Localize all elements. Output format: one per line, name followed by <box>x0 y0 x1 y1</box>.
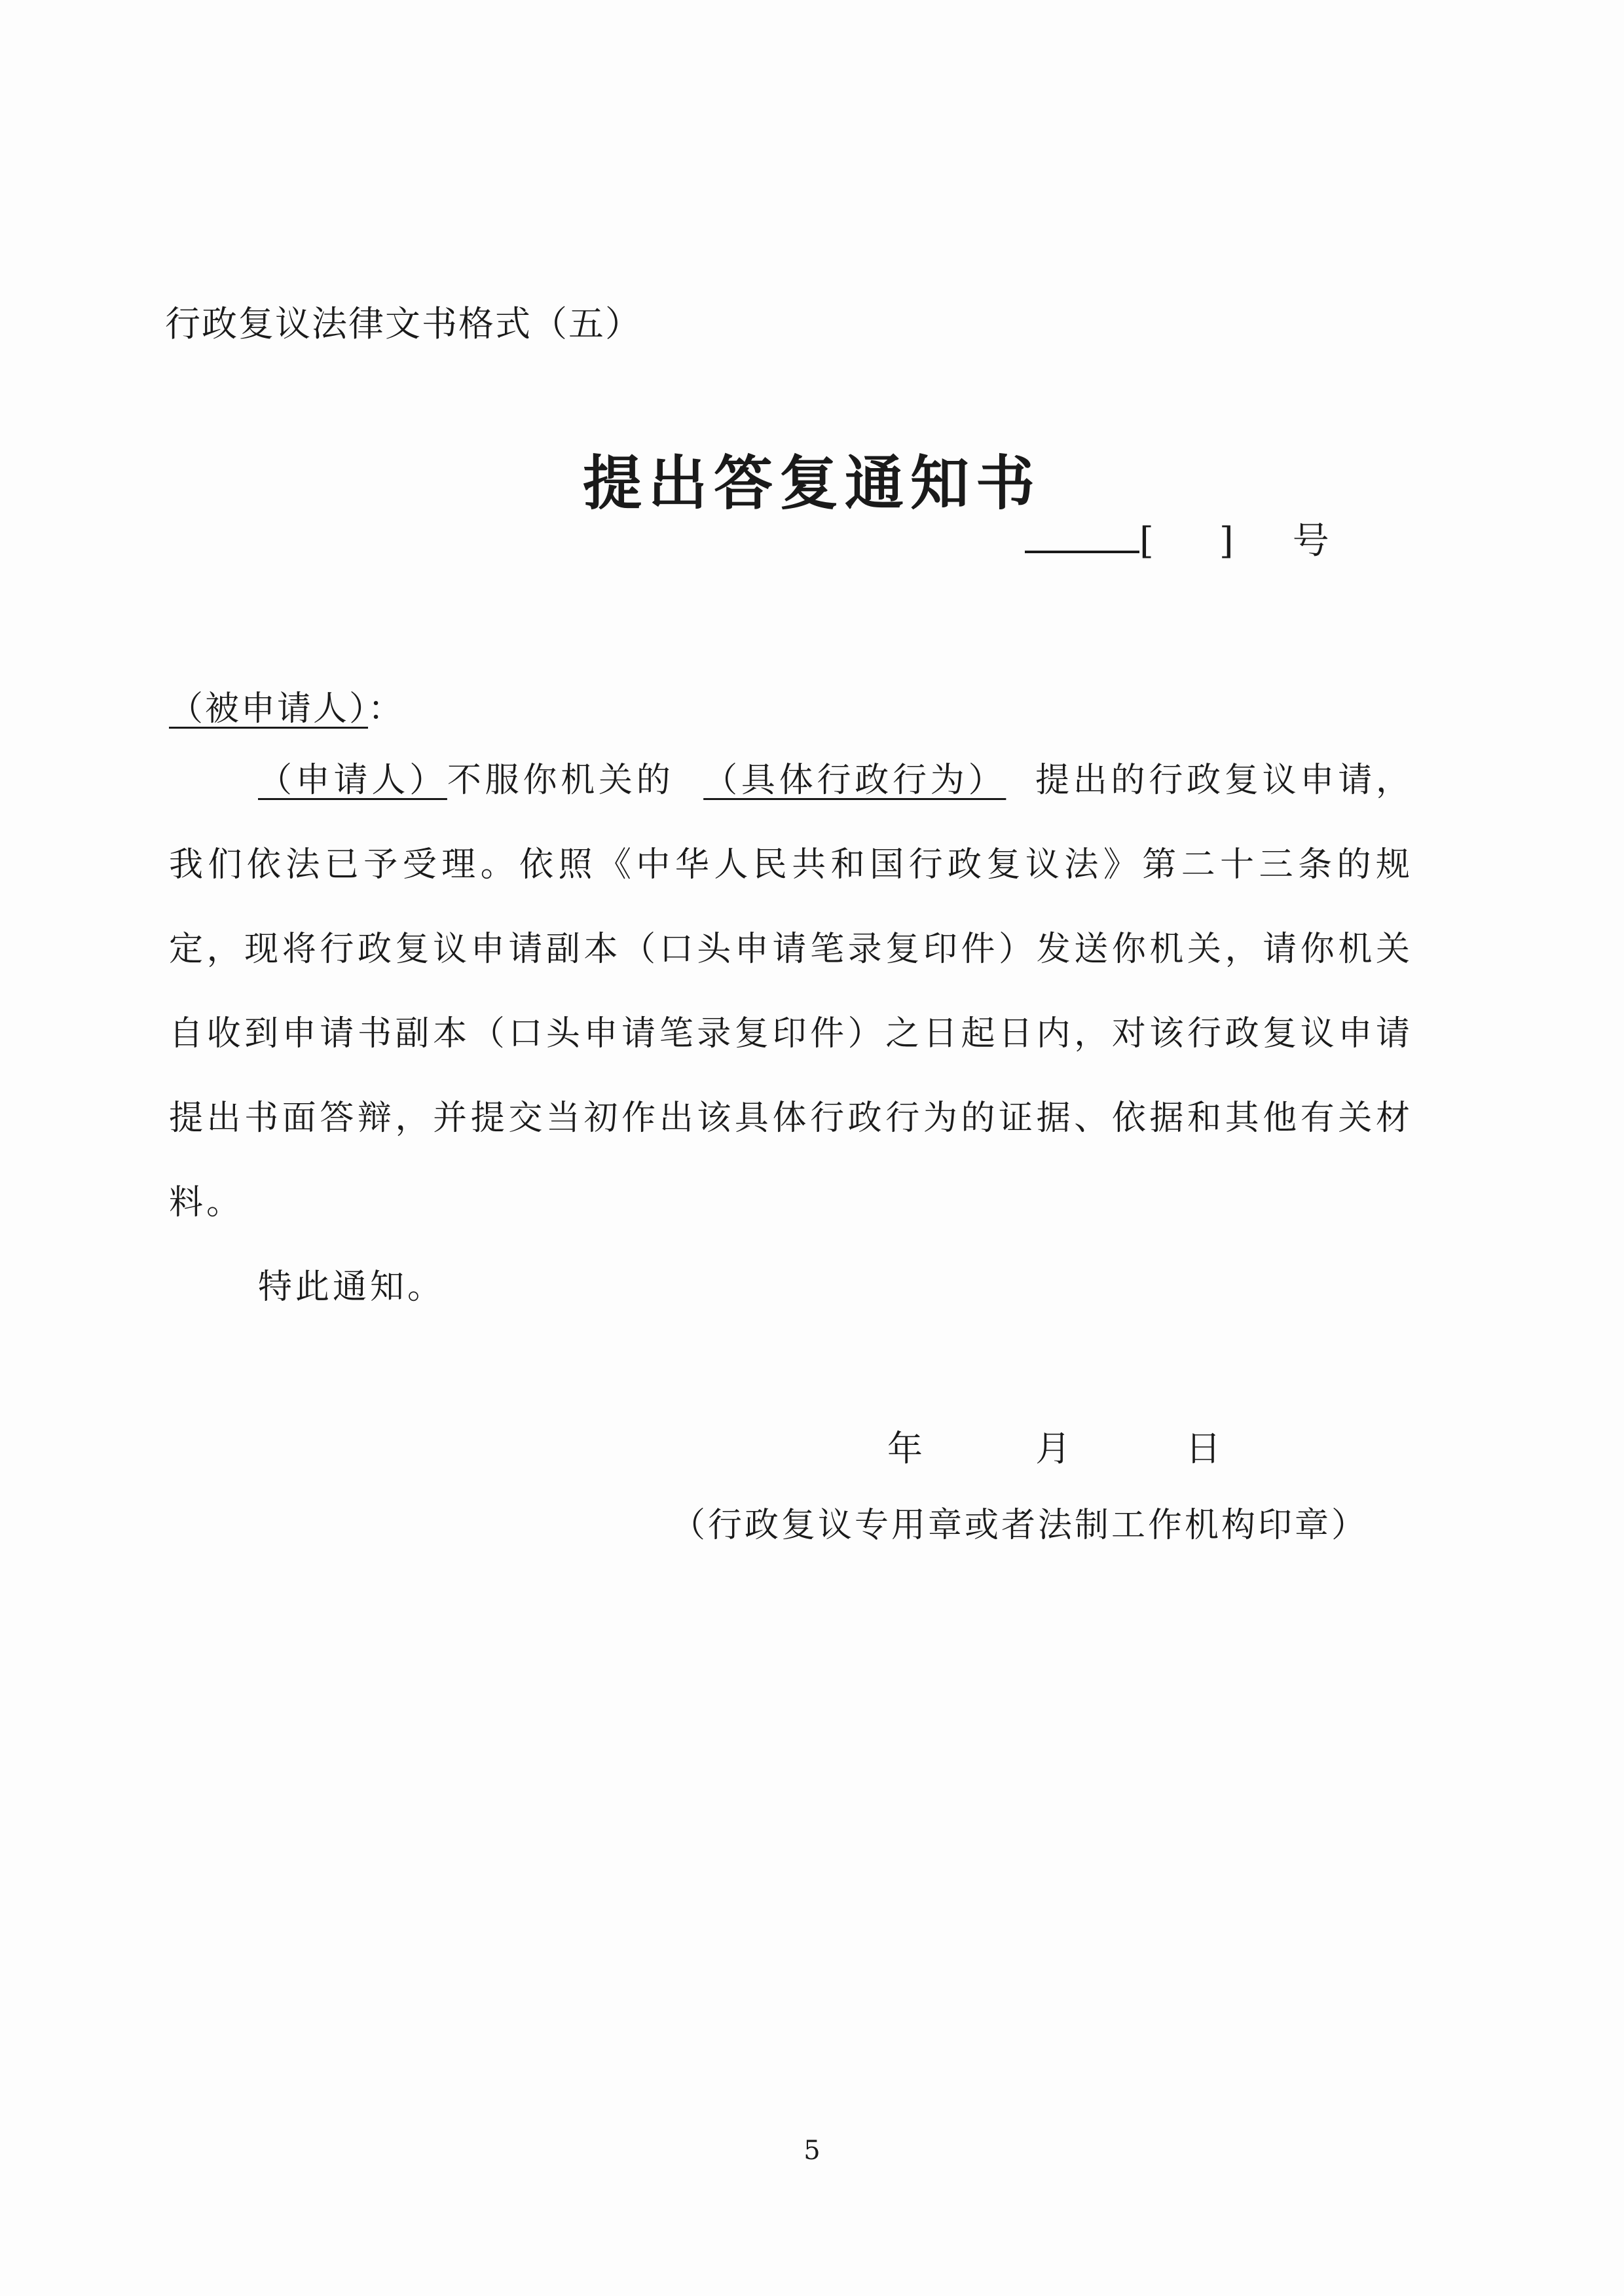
addressee-colon: ： <box>368 689 405 729</box>
document-number-blank <box>1025 518 1139 553</box>
date-day: 日 <box>1185 1428 1221 1469</box>
addressee-line <box>169 681 404 730</box>
page-number: 5 <box>803 2136 821 2166</box>
notice-body <box>169 738 1413 1330</box>
date-year: 年 <box>887 1428 923 1469</box>
administrative-action-placeholder: （具体行政行为） <box>703 761 1006 800</box>
document-number <box>1025 512 1329 564</box>
form-series-header: 行政复议法律文书格式（五） <box>165 303 642 344</box>
applicant-placeholder: （申请人） <box>258 761 447 800</box>
document-title: 提出答复通知书 <box>583 448 1041 518</box>
seal-note: （行政复议专用章或者法制工作机构印章） <box>671 1506 1369 1545</box>
document-number-bracket-close: ] <box>1219 520 1234 562</box>
date-month: 月 <box>1035 1428 1071 1469</box>
document-number-bracket-open: [ <box>1139 520 1154 562</box>
document-number-suffix: 号 <box>1292 520 1329 562</box>
body-paragraph <box>169 738 1413 1245</box>
closing-phrase: 特此通知。 <box>258 1267 445 1307</box>
body-text-1: 不服你机关的 <box>447 761 674 800</box>
date-line <box>887 1421 1221 1471</box>
body-text-2: 提出的行政复议申请，我们依法已予受理。依照《中华人民共和国行政复议法》第二十三条的规定，现将行政复议申请副本（口头申请笔录复印件）发送你机关，请你机关自收到申请书副本（口头申请笔录复印件）之日起日内，对该行政复议申请提出书面答辩，并提交当初作出该具体行政行为的证据、依据和其他有关材料。 <box>169 761 1413 1222</box>
addressee-name: （被申请人） <box>169 689 369 729</box>
